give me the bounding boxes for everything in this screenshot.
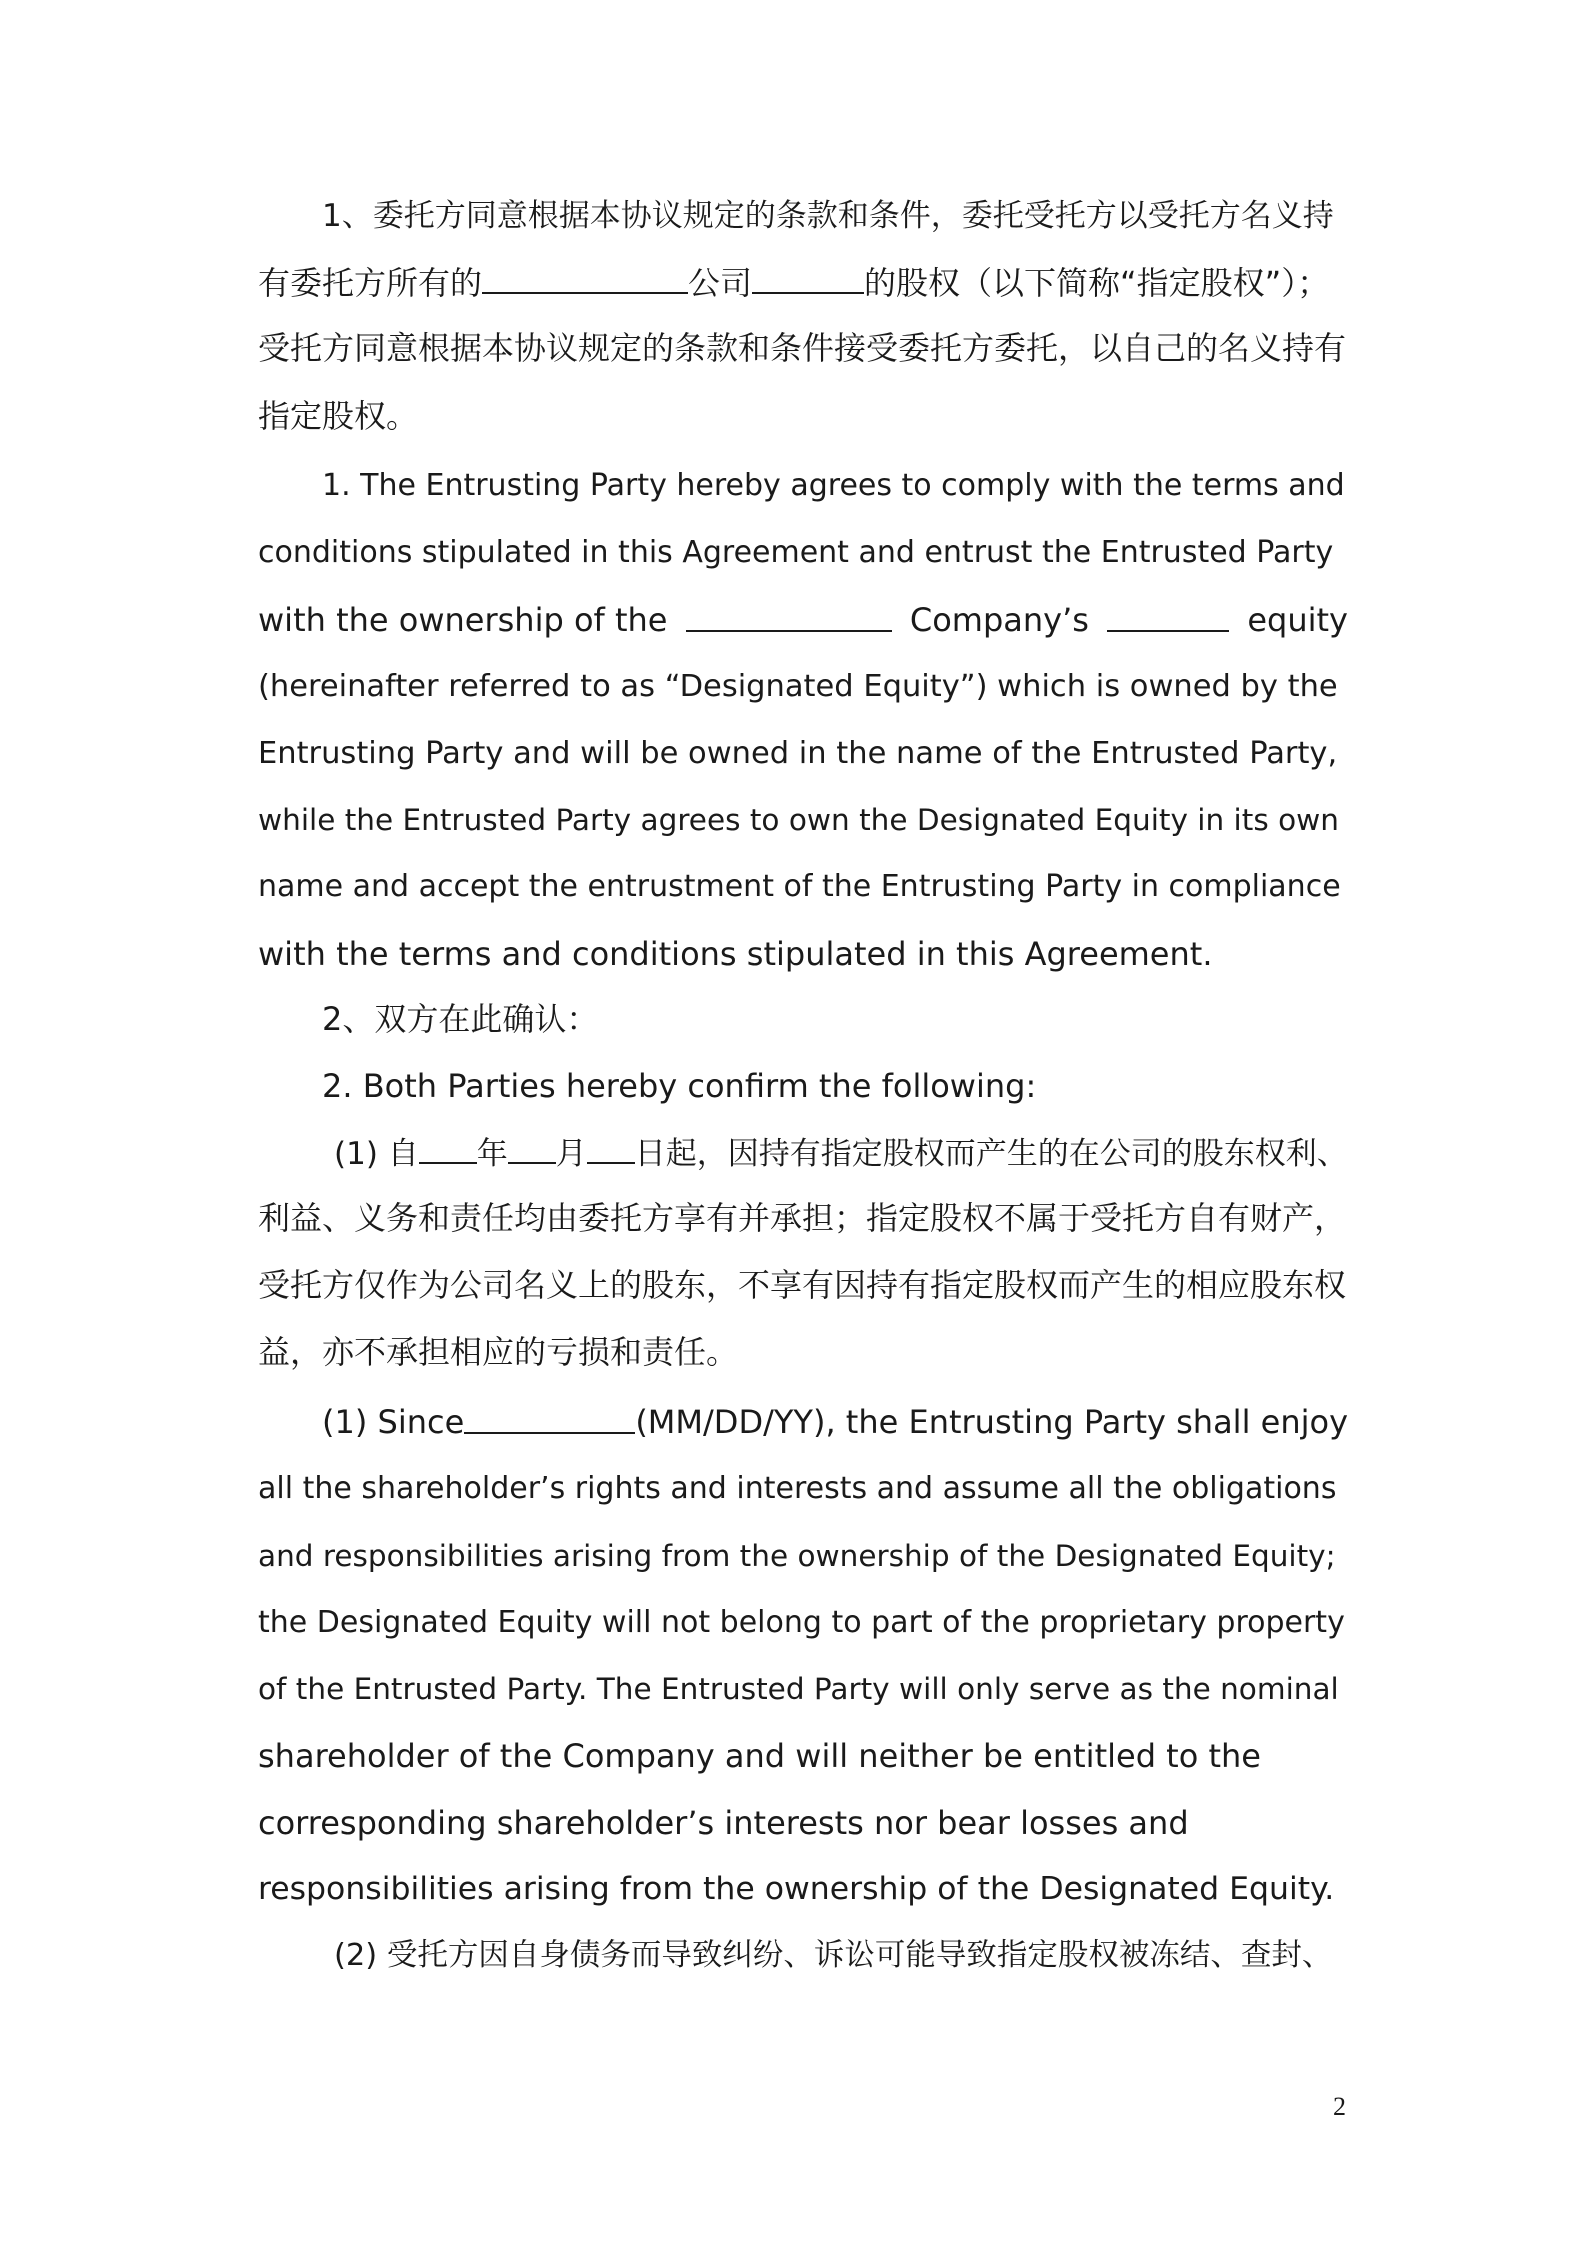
clause1-en-line6: while the Entrusted Party agrees to own the Designated Equity in its own [258, 803, 1339, 837]
clause1-cn-line3: 受托方同意根据本协议规定的条款和条件接受委托方委托，以自己的名义持有 [258, 329, 1347, 367]
company-name-blank-en [686, 600, 892, 632]
clause1-en-line5: Entrusting Party and will be owned in the name of the Entrusted Party, [258, 736, 1338, 771]
clause1-en-line2: conditions stipulated in this Agreement and entrust the Entrusted Party [258, 535, 1334, 570]
item1-en-line1-b: (MM/DD/YY), the Entrusting Party shall enjoy [635, 1403, 1348, 1441]
item1-cn-line4: 益，亦不承担相应的亏损和责任。 [258, 1333, 739, 1371]
item1-cn-line3: 受托方仅作为公司名义上的股东，不享有因持有指定股权而产生的相应股东权 [258, 1266, 1347, 1304]
clause1-en-line3-b: Company’s [909, 601, 1089, 639]
item1-en-line5: of the Entrusted Party. The Entrusted Party will only serve as the nominal [258, 1672, 1339, 1706]
item1-cn-line2: 利益、义务和责任均由委托方享有并承担；指定股权不属于受托方自有财产， [258, 1199, 1347, 1237]
clause1-cn-line2-b: 公司 [688, 264, 753, 302]
equity-percent-blank-en [1107, 600, 1229, 632]
clause1-cn-line4: 指定股权。 [258, 397, 419, 435]
item1-en-line6: shareholder of the Company and will neither be entitled to the [258, 1737, 1261, 1775]
clause1-cn-line2-a: 有委托方所有的 [258, 264, 483, 302]
item2-cn-line1: (2) 受托方因自身债务而导致纠纷、诉讼可能导致指定股权被冻结、查封、 [334, 1938, 1333, 1973]
item1-cn-line1-a: (1) 自 [334, 1136, 419, 1172]
item1-en-line1-a: (1) Since [322, 1403, 465, 1441]
year-blank [419, 1132, 477, 1164]
company-name-blank [482, 262, 688, 294]
clause1-en-line3-c: equity [1247, 601, 1348, 639]
item1-en-line2: all the shareholder’s rights and interests and assume all the obligations [258, 1471, 1337, 1506]
month-blank [508, 1132, 556, 1164]
clause1-en-line8: with the terms and conditions stipulated in this Agreement. [258, 935, 1213, 973]
clause1-en-line4: (hereinafter referred to as “Designated Equity”) which is owned by the [258, 669, 1338, 704]
clause2-cn-line1: 2、双方在此确认： [322, 1000, 599, 1038]
clause1-cn-line1: 1、委托方同意根据本协议规定的条款和条件，委托受托方以受托方名义持 [322, 198, 1334, 234]
item1-en-line7: corresponding shareholder’s interests nor bear losses and [258, 1804, 1189, 1842]
item1-en-line1 [258, 1402, 1348, 1442]
item1-cn-line1 [258, 1132, 1348, 1174]
date-blank [464, 1402, 635, 1434]
page-number: 2 [1333, 2092, 1346, 2121]
item1-cn-line1-c: 月 [555, 1136, 587, 1172]
clause1-en-line1: 1. The Entrusting Party hereby agrees to comply with the terms and [322, 468, 1345, 503]
item1-en-line8: responsibilities arising from the ownership of the Designated Equity. [258, 1871, 1335, 1907]
clause1-en-line3 [258, 600, 1348, 640]
item1-cn-line1-d: 日起，因持有指定股权而产生的在公司的股东权利、 [634, 1136, 1348, 1172]
clause1-cn-line2 [258, 262, 1348, 303]
clause2-en-line1: 2. Both Parties hereby confirm the following: [322, 1067, 1037, 1105]
clause1-en-line3-a: with the ownership of the [258, 601, 668, 639]
item1-cn-line1-b: 年 [476, 1136, 508, 1172]
day-blank [587, 1132, 635, 1164]
equity-percent-blank [752, 262, 864, 294]
clause1-cn-line2-c: 的股权（以下简称“指定股权”）； [864, 264, 1330, 302]
item1-en-line3: and responsibilities arising from the ownership of the Designated Equity; [258, 1539, 1336, 1573]
clause1-en-line7: name and accept the entrustment of the Entrusting Party in compliance [258, 869, 1341, 904]
item1-en-line4: the Designated Equity will not belong to part of the proprietary property [258, 1605, 1345, 1640]
